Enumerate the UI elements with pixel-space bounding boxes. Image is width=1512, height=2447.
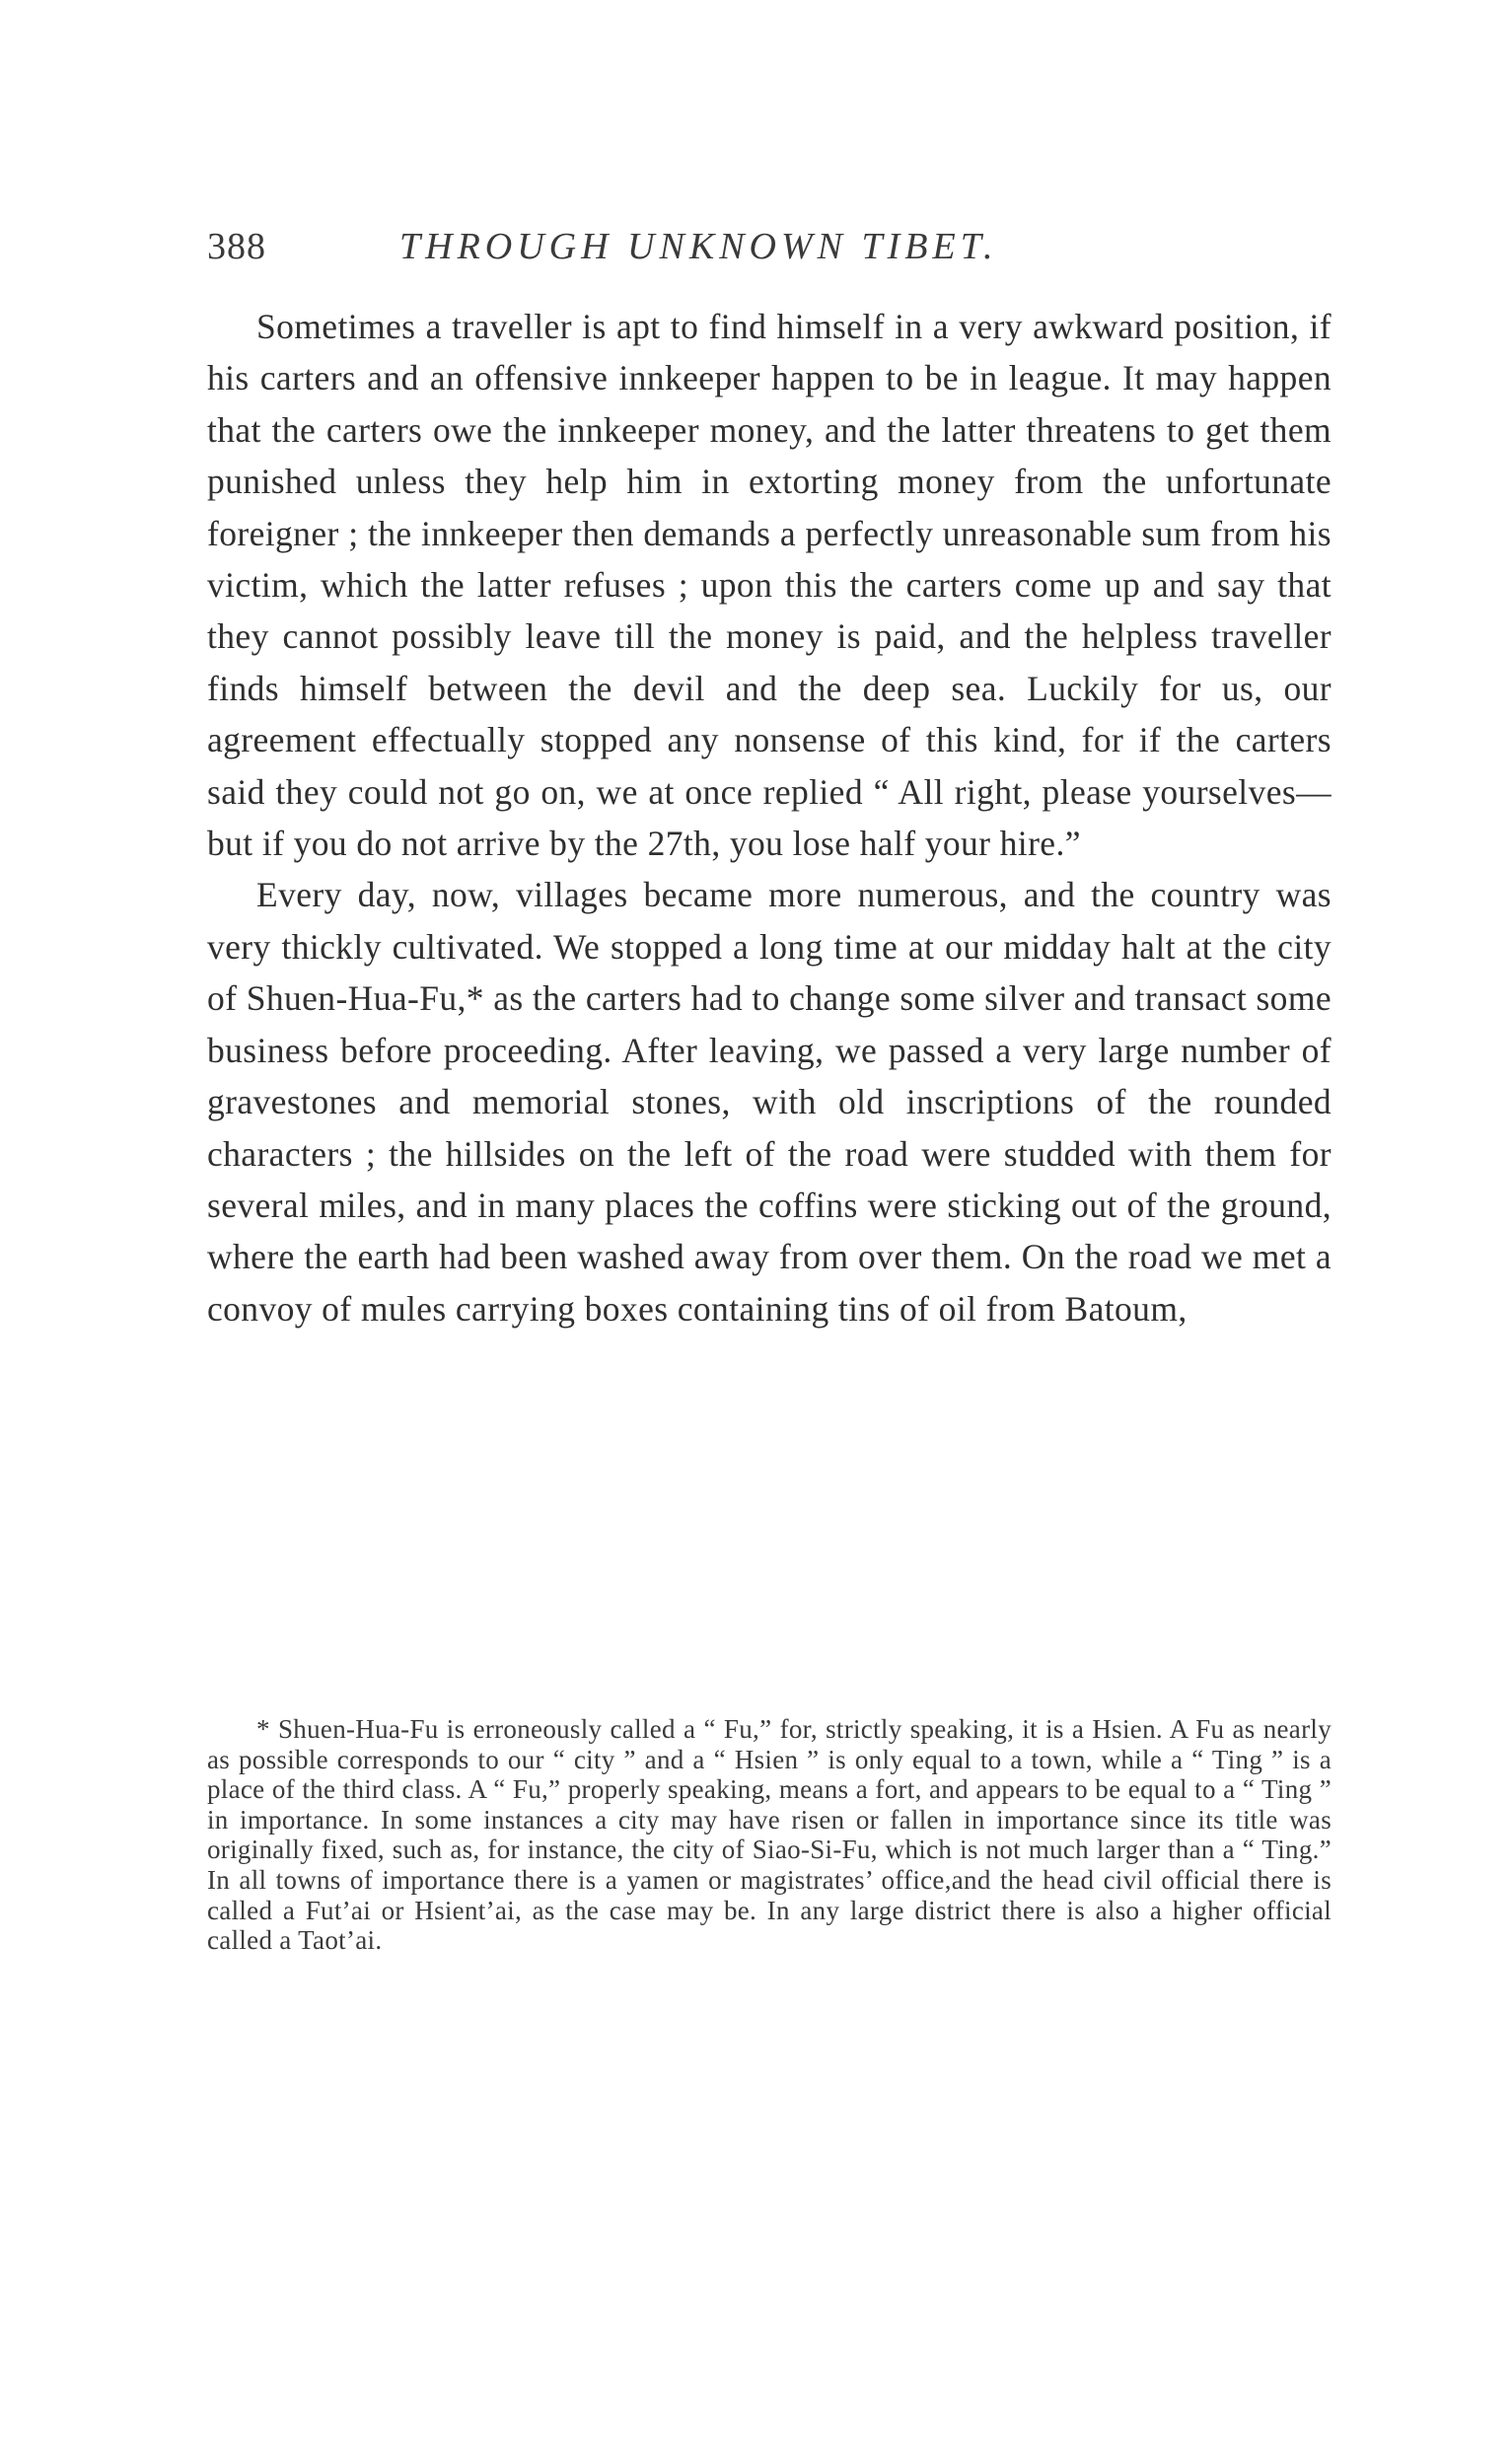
footnote-text: * Shuen-Hua-Fu is erroneously called a “ Fu,” for, strictly speaking, it is a Hsien. A Fu as nearly as possible corresponds to our “ city ” and a “ Hsien ” is only equal to a town, while a “ Ting ” is a place of the third class. A “ Fu,” properly speaking, means a fort, and appears to be equal to a “ Ting ” in importance. In some instances a city may have risen or fallen in importance since its title was originally fixed, such as, for instance, the city of Siao-Si-Fu, which is not much larger than a “ Ting.” In all towns of importance there is a yamen or magistrates’ office,and the head civil official there is called a Fut’ai or Hsient’ai, as the case may be. In any large district there is also a higher official called a Taot’ai. [207, 1714, 1332, 1956]
paragraph: Sometimes a traveller is apt to find himself in a very awkward position, if his carters and an offensive innkeeper happen to be in league. It may happen that the carters owe the innkeeper money, and the latter threatens to get them punished unless they help him in extorting money from the unfortunate foreigner ; the innkeeper then demands a perfectly unreasonable sum from his victim, which the latter refuses ; upon this the carters come up and say that they cannot possibly leave till the money is paid, and the helpless traveller finds himself between the devil and the deep sea. Luckily for us, our agreement effectually stopped any nonsense of this kind, for if the carters said they could not go on, we at once replied “ All right, please yourselves—but if you do not arrive by the 27th, you lose half your hire.” [207, 307, 1332, 864]
paragraph: Every day, now, villages became more numerous, and the country was very thickly cultivated. We stopped a long time at our midday halt at the city of Shuen-Hua-Fu,* as the carters had to change some silver and transact some business before proceeding. After leaving, we passed a very large number of gravestones and memorial stones, with old inscriptions of the rounded characters ; the hillsides on the left of the road were studded with them for several miles, and in many places the coffins were sticking out of the ground, where the earth had been washed away from over them. On the road we met a convoy of mules carrying boxes containing tins of oil from Batoum, [207, 875, 1332, 1329]
page-number: 388 [207, 226, 266, 267]
body-text [207, 301, 1332, 1334]
page-header [207, 225, 1332, 284]
running-head: THROUGH UNKNOWN TIBET. [399, 226, 998, 267]
footnote [207, 1714, 1332, 1956]
